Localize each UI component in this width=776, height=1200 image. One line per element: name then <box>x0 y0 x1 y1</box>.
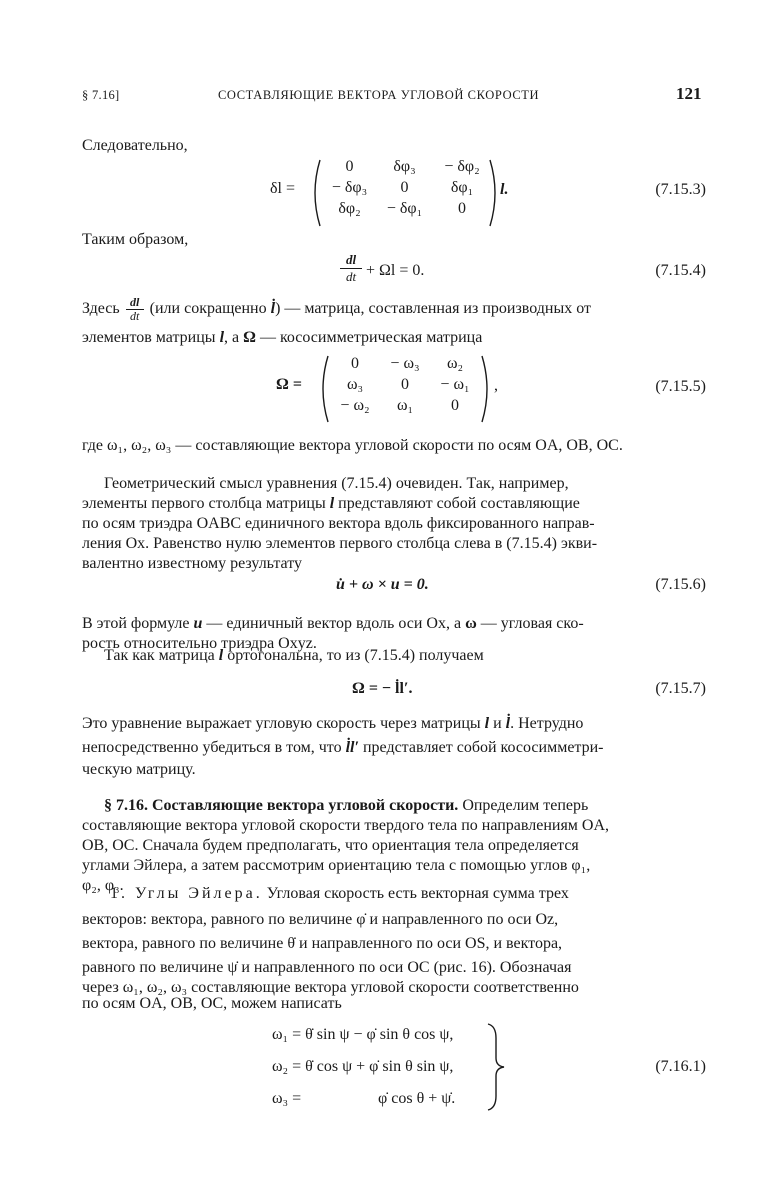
paragraph-euler-1 <box>110 884 710 904</box>
text-here-b: (или сокращенно <box>149 300 267 318</box>
inline-fraction: $\frac{dl}{dt}$ <box>126 296 144 323</box>
running-header-title: СОСТАВЛЯЮЩИЕ ВЕКТОРА УГЛОВОЙ СКОРОСТИ <box>218 88 540 102</box>
text-sec-1: Определим теперь <box>462 797 589 814</box>
text-expr-1: Это уравнение выражает угловую скорость через матрицы <box>82 715 481 732</box>
m2-cell: ω₂ <box>446 355 464 372</box>
paragraph-sec-3: OB, OC. Сначала будем предполагать, что ориентация тела определяется <box>82 837 579 854</box>
l-dot-symbol: l̇ <box>505 715 511 732</box>
paragraph-euler-3: векторов: вектора, равного по величине φ̇ и направленного по оси Oz, <box>82 911 559 928</box>
m1-cell: − δφ₂ <box>444 158 480 175</box>
m2-cell: ω₁ <box>396 397 414 414</box>
eq-7-15-7: Ω = − l̇l′. <box>352 680 413 697</box>
text-here-a: Здесь <box>82 300 120 318</box>
paragraph-sec-5: φ₂, φ₃. <box>82 877 124 894</box>
section-title: § 7.16. Составляющие вектора угловой скорости. <box>104 797 459 814</box>
paragraph-formula-4: рость относительно триэдра Oxyz. <box>82 635 317 652</box>
text-ortho-1: Так как матрица <box>104 647 215 664</box>
m1-cell: 0 <box>400 179 409 196</box>
paragraph-ortho <box>104 646 704 666</box>
text-ortho-2: ортогональна, то из (7.15.4) получаем <box>227 647 484 664</box>
m2-cell: 0 <box>401 376 409 393</box>
text-formula-2: — единичный вектор вдоль оси Ox, а <box>206 615 462 632</box>
l-dot-symbol: l̇ <box>270 300 276 318</box>
paragraph-thus: Таким образом, <box>82 231 189 248</box>
system-brace <box>484 1022 508 1112</box>
paragraph-here-2 <box>82 328 702 348</box>
m1-cell: δφ₁ <box>450 179 474 196</box>
m2-cell: 0 <box>351 355 359 372</box>
paragraph-expr <box>82 714 722 734</box>
paragraph-geom-2 <box>82 494 702 514</box>
text-expr-3: . Нетрудно <box>510 715 584 732</box>
m2-cell: ω₃ <box>346 376 364 393</box>
text-here-c: ) — матрица, составленная из производных от <box>275 300 591 318</box>
u-symbol: u <box>193 615 203 632</box>
paragraph-geom-5: ления Ox. Равенство нулю элементов первого столбца слева в (7.15.4) экви- <box>82 535 598 552</box>
eq-number-7-16-1: (7.16.1) <box>655 1058 706 1075</box>
text-here-f: — кососимметрическая матрица <box>259 329 483 346</box>
paragraph-expr-6: ческую матрицу. <box>82 761 196 778</box>
paragraph-sec-2: составляющие вектора угловой скорости твердого тела по направлениям OA, <box>82 817 610 834</box>
eq-number-7-15-5: (7.15.5) <box>655 378 706 395</box>
paragraph-sec-4: углами Эйлера, а затем рассмотрим ориентацию тела с помощью углов φ₁, <box>82 857 591 874</box>
l-dot-l-prime: l̇l′ <box>345 739 359 756</box>
eq-comma: , <box>494 377 498 394</box>
text-geom-2: элементы первого столбца матрицы <box>82 495 326 512</box>
text-geom-3: представляют собой составляющие <box>338 495 580 512</box>
eq-number-7-15-7: (7.15.7) <box>655 680 706 697</box>
text-formula-3: — угловая ско- <box>480 615 584 632</box>
m2-cell: 0 <box>451 397 459 414</box>
paragraph-geom-6: валентно известному результату <box>82 555 303 572</box>
text-euler-heading: 1. Углы Эйлера. <box>110 885 263 902</box>
paragraph-where: где ω₁, ω₂, ω₃ — составляющие вектора угловой скорости по осям OA, OB, OC. <box>82 437 623 454</box>
page-number: 121 <box>676 84 702 103</box>
running-header-section: § 7.16] <box>82 88 120 102</box>
l-symbol: l <box>218 647 224 664</box>
m2-cell: − ω₂ <box>340 397 370 414</box>
section-7-16-heading <box>104 796 714 816</box>
eq-7-15-4: + Ωl = 0. <box>366 262 425 279</box>
l-symbol: l <box>219 329 225 346</box>
paragraph-euler-4: вектора, равного по величине θ̇ и направленного по оси OS, и вектора, <box>82 935 563 952</box>
eq-omega-1: ω₁ = θ̇ sin ψ − φ̇ sin θ cos ψ, <box>272 1026 454 1043</box>
m1-cell: 0 <box>458 200 466 217</box>
text-expr-2: и <box>493 715 502 732</box>
paragraph-consequently: Следовательно, <box>82 137 188 154</box>
eq-omega-2: ω₂ = θ̇ cos ψ + φ̇ sin θ sin ψ, <box>272 1058 454 1075</box>
eq-number-7-15-3: (7.15.3) <box>655 181 706 198</box>
eq-7-15-6: u̇ + ω × u = 0. <box>336 576 429 593</box>
eq-omega-3-rhs: φ̇ cos θ + ψ̇. <box>378 1090 456 1107</box>
m2-cell: − ω₃ <box>390 355 420 372</box>
m1-cell: 0 <box>345 158 354 175</box>
eq-number-7-15-4: (7.15.4) <box>655 262 706 279</box>
text-here-e: , а <box>224 329 240 346</box>
paragraph-expr-2 <box>82 738 722 758</box>
l-symbol: l <box>329 495 335 512</box>
m1-cell: − δφ₁ <box>386 200 423 217</box>
matrix-1 <box>322 158 492 218</box>
omega-symbol: Ω <box>243 329 256 346</box>
text-euler-2: Угловая скорость есть векторная сумма трех <box>266 885 569 902</box>
eq-dl-lhs: δl = <box>270 180 296 197</box>
m2-cell: − ω₁ <box>440 376 470 393</box>
paragraph-euler-5: равного по величине ψ̇ и направленного по оси OC (рис. 16). Обозначая <box>82 959 572 976</box>
text-here-d: элементов матрицы <box>82 329 216 346</box>
l-symbol: l <box>484 715 490 732</box>
paragraph-formula <box>82 614 702 634</box>
text-expr-4: непосредственно убедиться в том, что <box>82 739 342 756</box>
paragraph-geom-1: Геометрический смысл уравнения (7.15.4) очевиден. Так, например, <box>104 475 569 492</box>
paragraph-euler-6: через ω₁, ω₂, ω₃ составляющие вектора угловой скорости соответственно <box>82 979 579 996</box>
eq-number-7-15-6: (7.15.6) <box>655 576 706 593</box>
fraction-dl-dt: dl dt <box>340 252 362 285</box>
paragraph-geom-4: по осям триэдра OABC единичного вектора вдоль фиксированного направ- <box>82 515 595 532</box>
eq-omega-3-lhs: ω₃ = <box>272 1090 302 1107</box>
omega-vec-symbol: ω <box>465 615 477 632</box>
m1-cell: − δφ₃ <box>331 179 368 196</box>
text-expr-5: представляет собой кососимметри- <box>362 739 604 756</box>
paragraph-here <box>82 296 702 323</box>
matrix-2 <box>330 355 480 415</box>
m1-cell: δφ₃ <box>393 158 416 175</box>
eq-omega-lhs: Ω = <box>276 376 302 393</box>
text-formula-1: В этой формуле <box>82 615 190 632</box>
m1-cell: δφ₂ <box>338 200 361 217</box>
paragraph-euler-7: по осям OA, OB, OC, можем написать <box>82 995 342 1012</box>
eq-l: l. <box>500 181 509 198</box>
